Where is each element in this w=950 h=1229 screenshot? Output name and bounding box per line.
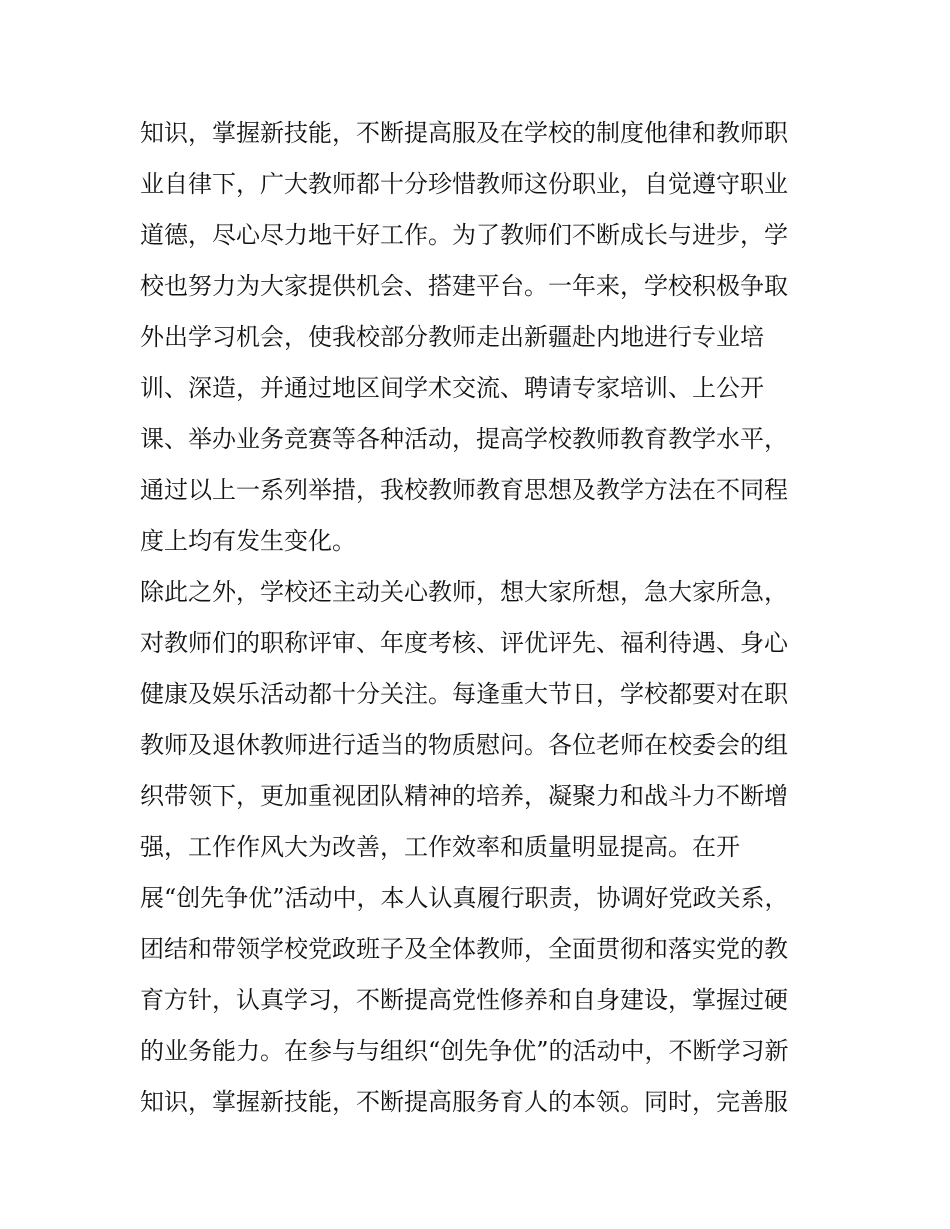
- text-line: 知识，掌握新技能，不断提高服务育人的本领。同时，完善服: [140, 1088, 788, 1116]
- text-line: 强，工作作风大为改善，工作效率和质量明显提高。在开: [140, 833, 740, 861]
- text-line: 训、深造，并通过地区间学术交流、聘请专家培训、上公开: [140, 374, 764, 402]
- text-line: 教师及退休教师进行适当的物质慰问。各位老师在校委会的组: [140, 731, 788, 759]
- text-line: 除此之外，学校还主动关心教师，想大家所想，急大家所急，: [140, 578, 788, 606]
- text-line: 课、举办业务竞赛等各种活动，提高学校教师教育教学水平，: [140, 425, 788, 453]
- text-line: 展“创先争优”活动中，本人认真履行职责，协调好党政关系，: [140, 884, 789, 912]
- text-line: 知识，掌握新技能，不断提高服及在学校的制度他律和教师职: [140, 119, 788, 147]
- text-line: 业自律下，广大教师都十分珍惜教师这份职业，自觉遵守职业: [140, 170, 788, 198]
- text-line: 育方针，认真学习，不断提高党性修养和自身建设，掌握过硬: [140, 986, 788, 1014]
- text-line: 健康及娱乐活动都十分关注。每逢重大节日，学校都要对在职: [140, 680, 788, 708]
- text-line: 道德，尽心尽力地干好工作。为了教师们不断成长与进步，学: [140, 221, 788, 249]
- text-line: 外出学习机会，使我校部分教师走出新疆赴内地进行专业培: [140, 323, 764, 351]
- text-line: 织带领下，更加重视团队精神的培养，凝聚力和战斗力不断增: [140, 782, 788, 810]
- text-line: 团结和带领学校党政班子及全体教师，全面贯彻和落实党的教: [140, 935, 788, 963]
- body-text: [140, 108, 820, 1128]
- text-line: 对教师们的职称评审、年度考核、评优评先、福利待遇、身心: [140, 629, 788, 657]
- text-line: 校也努力为大家提供机会、搭建平台。一年来，学校积极争取: [140, 272, 788, 300]
- text-line: 的业务能力。在参与与组织“创先争优”的活动中，不断学习新: [140, 1037, 789, 1065]
- text-line: 度上均有发生变化。: [140, 527, 356, 555]
- text-line: 通过以上一系列举措，我校教师教育思想及教学方法在不同程: [140, 476, 788, 504]
